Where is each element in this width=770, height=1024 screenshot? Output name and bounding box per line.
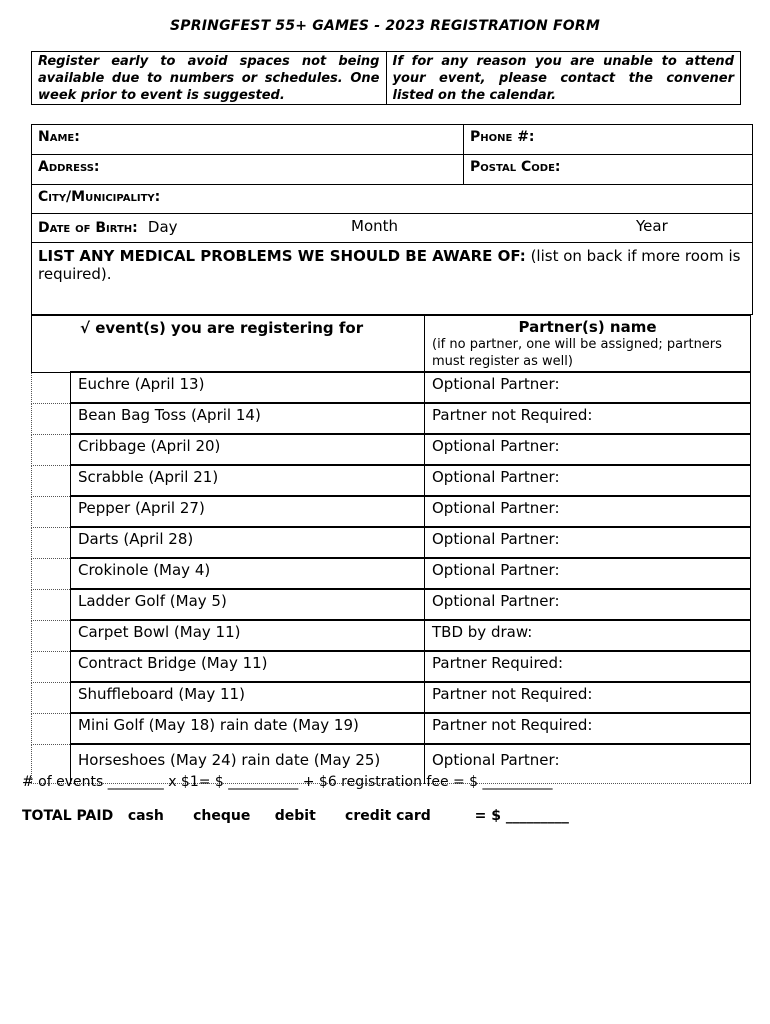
name-field[interactable]: Name: <box>32 125 464 154</box>
medical-note: (list on back if more room is required). <box>38 247 741 283</box>
partner-header-title: Partner(s) name <box>518 318 657 336</box>
payment-cash[interactable]: cash <box>127 808 164 824</box>
event-name: Shuffleboard (May 11) <box>71 682 425 713</box>
medical-label: LIST ANY MEDICAL PROBLEMS WE SHOULD BE AWARE OF: <box>38 247 526 265</box>
city-row <box>32 185 752 214</box>
postal-code-field[interactable]: Postal Code: <box>470 159 561 175</box>
event-row <box>32 713 751 744</box>
dob-day-label: Day <box>147 218 178 236</box>
payment-credit-card[interactable]: credit card <box>345 808 431 824</box>
event-name: Bean Bag Toss (April 14) <box>71 403 425 434</box>
event-checkbox[interactable] <box>32 403 71 434</box>
dob-month-label: Month <box>351 217 399 235</box>
partner-field[interactable]: Optional Partner: <box>425 496 751 527</box>
partner-field[interactable]: Partner not Required: <box>425 403 751 434</box>
partner-field[interactable]: Optional Partner: <box>425 744 751 784</box>
partner-field[interactable]: TBD by draw: <box>425 620 751 651</box>
partner-field[interactable]: Optional Partner: <box>425 465 751 496</box>
event-name: Euchre (April 13) <box>71 372 425 403</box>
event-row <box>32 496 751 527</box>
event-name: Crokinole (May 4) <box>71 558 425 589</box>
event-name: Mini Golf (May 18) rain date (May 19) <box>71 713 425 744</box>
event-row <box>32 465 751 496</box>
city-field[interactable]: City/Municipality: <box>38 189 161 205</box>
event-row <box>32 527 751 558</box>
event-name: Pepper (April 27) <box>71 496 425 527</box>
event-row <box>32 372 751 403</box>
event-checkbox[interactable] <box>32 620 71 651</box>
event-row <box>32 558 751 589</box>
event-name: Contract Bridge (May 11) <box>71 651 425 682</box>
event-checkbox[interactable] <box>32 558 71 589</box>
notice-box <box>31 51 741 105</box>
partner-field[interactable]: Partner not Required: <box>425 713 751 744</box>
dob-row <box>32 214 752 243</box>
event-checkbox[interactable] <box>32 372 71 403</box>
event-row <box>32 403 751 434</box>
partner-header-note: (if no partner, one will be assigned; partners must register as well) <box>432 337 722 369</box>
dob-year-label: Year <box>636 217 668 235</box>
phone-field[interactable]: Phone #: <box>470 129 535 145</box>
partner-field[interactable]: Partner not Required: <box>425 682 751 713</box>
address-field[interactable]: Address: <box>32 155 464 184</box>
events-column-header: √ event(s) you are registering for <box>32 316 425 373</box>
event-row <box>32 651 751 682</box>
event-checkbox[interactable] <box>32 682 71 713</box>
form-title: SPRINGFEST 55+ GAMES - 2023 REGISTRATION FORM <box>170 18 600 34</box>
event-name: Ladder Golf (May 5) <box>71 589 425 620</box>
event-name: Carpet Bowl (May 11) <box>71 620 425 651</box>
event-checkbox[interactable] <box>32 713 71 744</box>
event-row <box>32 682 751 713</box>
payment-cheque[interactable]: cheque <box>193 808 251 824</box>
notice-contact-convener: If for any reason you are unable to attend your event, please contact the convener listed on the calendar. <box>392 54 734 103</box>
event-name: Scrabble (April 21) <box>71 465 425 496</box>
event-checkbox[interactable] <box>32 527 71 558</box>
total-paid-line <box>22 808 569 824</box>
event-name: Darts (April 28) <box>71 527 425 558</box>
event-row <box>32 589 751 620</box>
event-row <box>32 620 751 651</box>
events-table <box>31 315 751 784</box>
event-checkbox[interactable] <box>32 465 71 496</box>
events-header-row <box>32 316 751 373</box>
partner-field[interactable]: Optional Partner: <box>425 558 751 589</box>
notice-register-early: Register early to avoid spaces not being available due to numbers or schedules. One week prior to event is suggested. <box>32 52 387 104</box>
personal-info-section <box>31 124 753 315</box>
partner-column-header <box>425 316 751 373</box>
partner-field[interactable]: Optional Partner: <box>425 527 751 558</box>
date-of-birth-field[interactable] <box>32 214 752 242</box>
name-phone-row <box>32 125 752 155</box>
address-postal-row <box>32 155 752 185</box>
total-amount-blank[interactable]: = $ _________ <box>474 808 569 824</box>
event-name: Horseshoes (May 24) rain date (May 25) <box>71 744 425 784</box>
total-paid-label: TOTAL PAID <box>22 808 114 824</box>
event-name: Cribbage (April 20) <box>71 434 425 465</box>
medical-row <box>32 243 752 314</box>
partner-field[interactable]: Optional Partner: <box>425 372 751 403</box>
fee-calculation-line: # of events ________ x $1= $ __________ + $6 registration fee = $ __________ <box>22 774 553 790</box>
event-checkbox[interactable] <box>32 496 71 527</box>
event-checkbox[interactable] <box>32 651 71 682</box>
event-checkbox[interactable] <box>32 589 71 620</box>
partner-field[interactable]: Partner Required: <box>425 651 751 682</box>
dob-label: Date of Birth: <box>38 220 138 236</box>
event-checkbox[interactable] <box>32 434 71 465</box>
event-row <box>32 434 751 465</box>
payment-debit[interactable]: debit <box>274 808 316 824</box>
medical-problems-field[interactable] <box>32 243 752 314</box>
partner-field[interactable]: Optional Partner: <box>425 434 751 465</box>
partner-field[interactable]: Optional Partner: <box>425 589 751 620</box>
